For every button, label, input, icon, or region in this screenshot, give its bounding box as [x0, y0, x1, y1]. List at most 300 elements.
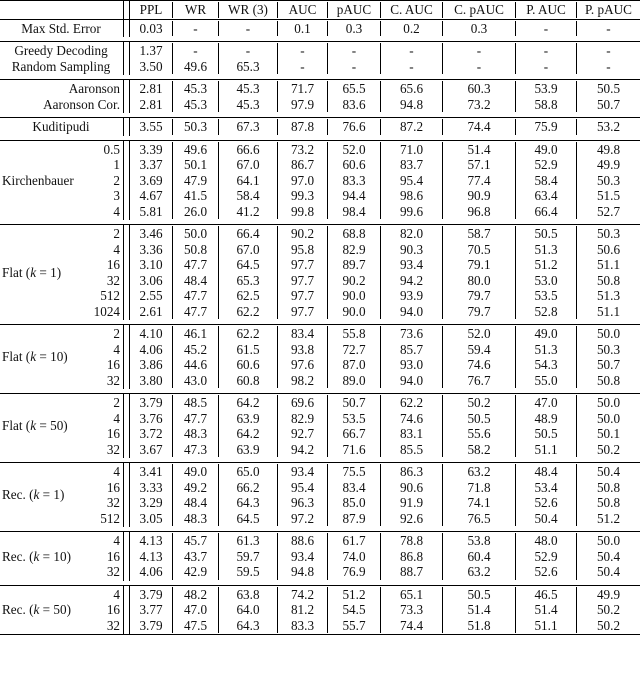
table-cell: 83.6: [328, 97, 381, 113]
double-rule: [123, 463, 130, 527]
sub-label: 32: [106, 564, 120, 579]
double-rule: [123, 394, 130, 458]
group-name-prefix: Flat (: [2, 264, 31, 280]
table-cell: 45.3: [173, 97, 219, 113]
table-cell: 47.7: [173, 288, 219, 304]
table-row: [130, 257, 640, 273]
table-cell: 82.9: [278, 411, 328, 427]
k-symbol: k: [33, 602, 40, 617]
table-row: [130, 602, 640, 618]
table-cell: 80.0: [443, 273, 516, 289]
table-cell: 47.7: [173, 257, 219, 273]
sub-label: 4: [113, 410, 120, 426]
table-cell: 3.10: [130, 257, 173, 273]
table-block: [0, 79, 640, 113]
table-row: [130, 357, 640, 373]
table-block: [0, 324, 640, 389]
table-cell: 99.6: [381, 204, 443, 220]
table-cell: 94.0: [381, 304, 443, 320]
table-cell: 52.9: [516, 157, 577, 173]
table-cell: 45.2: [173, 342, 219, 358]
table-cell: 74.1: [443, 495, 516, 511]
table-row: [130, 587, 640, 603]
table-row: [130, 242, 640, 258]
sub-label: 2: [113, 172, 120, 188]
table-cell: 64.3: [219, 495, 278, 511]
group-name: Kirchenbauer: [2, 172, 74, 188]
sub-label: 16: [106, 357, 120, 372]
table-cell: 63.9: [219, 411, 278, 427]
group-sub-labels: [100, 464, 120, 526]
table-row: [130, 59, 640, 75]
table-cell: 94.4: [328, 188, 381, 204]
table-cell: 26.0: [173, 204, 219, 220]
group-sub-labels: [107, 326, 120, 388]
table-cell: 64.2: [219, 426, 278, 442]
table-cell: -: [328, 59, 381, 75]
table-block: [0, 117, 640, 136]
sub-label: 16: [106, 257, 120, 272]
sub-label: 16: [106, 548, 120, 564]
table-cell: 47.3: [173, 442, 219, 458]
table-cell: 50.1: [596, 426, 621, 441]
table-cell: 66.4: [219, 226, 278, 242]
table-cell: 98.4: [328, 204, 381, 220]
table-cell: 3.79: [130, 587, 173, 603]
table-cell: 48.3: [173, 426, 219, 442]
table-cell: 79.1: [443, 257, 516, 273]
table-cell: 97.7: [278, 257, 328, 273]
group-values: [130, 532, 640, 581]
table-row: [130, 533, 640, 549]
table-cell: 48.2: [173, 587, 219, 603]
table-cell: 94.8: [381, 97, 443, 113]
table-cell: 3.05: [130, 511, 173, 527]
table-row: [130, 226, 640, 242]
table-cell: 50.3: [596, 172, 621, 188]
table-cell: 3.79: [130, 618, 173, 634]
table-cell: 53.9: [516, 81, 577, 97]
group-sub-labels: [107, 395, 120, 457]
table-cell: 50.4: [596, 564, 621, 579]
table-cell: 87.8: [278, 119, 328, 135]
table-cell: 51.1: [596, 257, 621, 272]
table-block: [0, 140, 640, 221]
table-cell: 85.0: [328, 495, 381, 511]
table-cell: 76.6: [328, 119, 381, 135]
group-name-prefix: Rec. (: [2, 602, 34, 617]
table-row: [130, 511, 640, 527]
table-cell: 66.6: [219, 142, 278, 158]
table-cell: 60.6: [219, 357, 278, 373]
header-columns: [130, 1, 640, 19]
table-cell: 63.2: [443, 564, 516, 580]
table-cell: 4.06: [130, 342, 173, 358]
table-row: [130, 157, 640, 173]
table-cell: 93.9: [381, 288, 443, 304]
table-cell: 92.6: [381, 511, 443, 527]
table-cell: 73.3: [381, 602, 443, 618]
table-cell: 50.3: [596, 341, 621, 357]
sub-label: 2: [113, 226, 120, 241]
table-cell: 59.7: [219, 549, 278, 565]
table-cell: 65.0: [219, 464, 278, 480]
table-cell: 60.8: [219, 373, 278, 389]
table-cell: 86.8: [381, 549, 443, 565]
group-values: [130, 463, 640, 527]
table-cell: 58.2: [443, 442, 516, 458]
table-cell: 85.7: [381, 342, 443, 358]
table-cell: 73.2: [278, 142, 328, 158]
table-cell: 48.0: [516, 533, 577, 549]
table-block: [0, 19, 640, 38]
table-cell: 62.2: [381, 395, 443, 411]
group-name: [2, 549, 107, 565]
k-symbol: k: [33, 487, 40, 503]
table-cell: 89.7: [328, 257, 381, 273]
table-cell: 75.5: [328, 464, 381, 480]
table-cell: 2.61: [130, 304, 173, 320]
table-cell: 77.4: [443, 173, 516, 189]
table-cell: 50.8: [596, 495, 621, 510]
group-name: [2, 602, 107, 618]
sub-label: 4: [113, 341, 120, 357]
table-cell: 90.0: [328, 288, 381, 304]
table-cell: 53.5: [516, 288, 577, 304]
table-cell: 94.2: [381, 273, 443, 289]
table-cell: -: [173, 43, 219, 59]
sub-label: 1024: [93, 303, 120, 319]
table-cell: 52.0: [443, 326, 516, 342]
table-cell: 3.86: [130, 357, 173, 373]
table-block: [0, 393, 640, 458]
aaronson-labels: [0, 80, 123, 113]
group-label-cell: [0, 586, 123, 635]
table-cell: 52.9: [516, 549, 577, 565]
table-cell: PPL: [130, 2, 173, 18]
sub-label: 0.5: [103, 141, 120, 157]
table-cell: 46.5: [516, 587, 577, 603]
group-sub-labels: [107, 587, 120, 634]
double-rule: [123, 586, 130, 635]
baselines-label: Greedy Decoding: [14, 43, 108, 58]
table-cell: C. pAUC: [443, 2, 516, 18]
group-label-cell: [0, 141, 123, 221]
table-cell: 90.6: [381, 480, 443, 496]
table-cell: 64.2: [219, 395, 278, 411]
table-cell: 66.7: [328, 426, 381, 442]
table-cell: 50.8: [596, 372, 621, 388]
table-cell: 3.72: [130, 426, 173, 442]
table-cell: 49.0: [516, 142, 577, 158]
table-cell: 59.4: [443, 342, 516, 358]
table-cell: -: [381, 43, 443, 59]
table-cell: 50.8: [596, 479, 621, 495]
table-cell: -: [443, 43, 516, 59]
table-cell: 50.5: [443, 411, 516, 427]
table-cell: 90.2: [278, 226, 328, 242]
table-cell: 45.3: [219, 97, 278, 113]
group-name-prefix: Rec. (: [2, 548, 34, 564]
table-cell: 79.7: [443, 304, 516, 320]
table-cell: 51.8: [443, 618, 516, 634]
table-cell: 54.5: [328, 602, 381, 618]
table-cell: 58.7: [443, 226, 516, 242]
table-cell: 76.5: [443, 511, 516, 527]
kuditipudi-label: Kuditipudi: [32, 119, 90, 134]
table-cell: 93.4: [278, 464, 328, 480]
table-cell: 3.50: [130, 59, 173, 75]
sub-label: 16: [106, 479, 120, 495]
table-cell: 96.3: [278, 495, 328, 511]
table-cell: 49.9: [596, 157, 621, 172]
table-cell: 50.8: [173, 242, 219, 258]
sub-label: 1: [113, 157, 120, 172]
table-cell: 61.3: [219, 533, 278, 549]
aaronson-values: [130, 80, 640, 113]
table-row: [130, 97, 640, 113]
table-cell: 86.7: [278, 157, 328, 173]
table-cell: 3.29: [130, 495, 173, 511]
table-cell: 92.7: [278, 426, 328, 442]
k-symbol: k: [30, 418, 37, 434]
table-cell: 49.6: [173, 142, 219, 158]
table-cell: 50.0: [596, 326, 621, 341]
row-values: [130, 20, 640, 38]
table-cell: 93.4: [381, 257, 443, 273]
table-cell: 62.2: [219, 304, 278, 320]
group-values: [130, 141, 640, 221]
table-row: [130, 142, 640, 158]
table-cell: 49.2: [173, 480, 219, 496]
table-cell: 47.7: [173, 411, 219, 427]
table-cell: 50.3: [173, 119, 219, 135]
sub-label: 2: [113, 326, 120, 341]
table-cell: -: [278, 43, 328, 59]
table-cell: 61.5: [219, 342, 278, 358]
table-row: [130, 549, 640, 565]
table-cell: 48.4: [173, 495, 219, 511]
table-cell: -: [278, 59, 328, 75]
table-cell: 50.5: [516, 226, 577, 242]
sub-label: 32: [106, 372, 120, 388]
table-cell: 61.7: [328, 533, 381, 549]
table-cell: pAUC: [328, 2, 381, 18]
table-cell: -: [516, 21, 577, 37]
table-cell: 4.10: [130, 326, 173, 342]
table-row: [130, 173, 640, 189]
group-values: [130, 325, 640, 389]
table-cell: 75.9: [516, 119, 577, 135]
table-cell: 97.2: [278, 511, 328, 527]
table-cell: 76.7: [443, 373, 516, 389]
table-cell: 94.0: [381, 373, 443, 389]
table-block: [0, 531, 640, 581]
table-cell: 97.7: [278, 304, 328, 320]
table-cell: -: [219, 21, 278, 37]
table-cell: 94.8: [278, 564, 328, 580]
table-cell: 59.5: [219, 564, 278, 580]
table-cell: 66.2: [219, 480, 278, 496]
table-cell: 50.2: [443, 395, 516, 411]
table-row: [130, 288, 640, 304]
table-cell: 52.6: [516, 564, 577, 580]
table-block: [0, 224, 640, 320]
sub-label: 32: [106, 495, 120, 510]
table-cell: 50.2: [596, 617, 621, 633]
table-cell: 62.5: [219, 288, 278, 304]
sub-label: 32: [106, 441, 120, 457]
table-cell: 3.80: [130, 373, 173, 389]
table-cell: 65.1: [381, 587, 443, 603]
table-cell: -: [606, 58, 611, 74]
table-row: [130, 326, 640, 342]
table-cell: 95.4: [381, 173, 443, 189]
group-k-value: = 50): [39, 418, 68, 434]
table-cell: 43.7: [173, 549, 219, 565]
table-cell: 63.8: [219, 587, 278, 603]
group-k-value: = 10): [39, 349, 68, 365]
table-cell: 97.6: [278, 357, 328, 373]
table-cell: -: [516, 59, 577, 75]
sub-label: 3: [113, 188, 120, 203]
table-cell: 71.8: [443, 480, 516, 496]
table-cell: 50.4: [516, 511, 577, 527]
group-name-prefix: Rec. (: [2, 487, 34, 503]
group-values: [130, 586, 640, 635]
table-row: [130, 495, 640, 511]
table-cell: 3.37: [130, 157, 173, 173]
table-cell: 87.9: [328, 511, 381, 527]
table-cell: 52.7: [596, 203, 621, 219]
table-cell: 42.9: [173, 564, 219, 580]
table-cell: 95.4: [278, 480, 328, 496]
table-cell: 48.4: [516, 464, 577, 480]
table-cell: 82.9: [328, 242, 381, 258]
table-cell: 49.9: [596, 586, 621, 602]
table-cell: 41.2: [219, 204, 278, 220]
table-cell: 3.36: [130, 242, 173, 258]
double-rule: [123, 141, 130, 221]
table-cell: 55.6: [443, 426, 516, 442]
table-cell: 50.0: [596, 395, 621, 410]
table-cell: 58.4: [516, 173, 577, 189]
sub-label: 32: [106, 617, 120, 633]
table-cell: 83.1: [381, 426, 443, 442]
double-rule: [123, 325, 130, 389]
table-cell: 64.5: [219, 511, 278, 527]
table-cell: -: [443, 59, 516, 75]
table-cell: 93.4: [278, 549, 328, 565]
table-cell: 50.6: [596, 241, 621, 257]
baselines-labels: [0, 42, 123, 75]
table-cell: 50.2: [596, 602, 621, 617]
table-cell: 55.0: [516, 373, 577, 389]
k-symbol: k: [30, 264, 37, 280]
table-cell: 87.0: [328, 357, 381, 373]
table-cell: 91.9: [381, 495, 443, 511]
group-k-value: = 10): [42, 548, 71, 564]
table-cell: 93.0: [381, 357, 443, 373]
table-cell: 71.6: [328, 442, 381, 458]
table-cell: C. AUC: [381, 2, 443, 18]
table-cell: 60.4: [443, 549, 516, 565]
table-row: [130, 373, 640, 389]
table-cell: 97.7: [278, 288, 328, 304]
group-values: [130, 394, 640, 458]
table-cell: 49.8: [596, 141, 621, 157]
table-cell: 48.4: [173, 273, 219, 289]
table-cell: 51.2: [328, 587, 381, 603]
table-cell: 83.7: [381, 157, 443, 173]
table-cell: 85.5: [381, 442, 443, 458]
table-cell: 53.5: [328, 411, 381, 427]
table-cell: 50.1: [173, 157, 219, 173]
table-cell: 64.5: [219, 257, 278, 273]
group-k-value: = 1): [39, 264, 62, 280]
sub-label: 512: [100, 510, 120, 526]
table-cell: 50.0: [596, 410, 621, 426]
sub-label: 4: [113, 464, 120, 479]
table-cell: 94.2: [278, 442, 328, 458]
table-cell: 55.8: [328, 326, 381, 342]
table-cell: WR (3): [219, 2, 278, 18]
table-block: [0, 462, 640, 527]
table-cell: 65.5: [328, 81, 381, 97]
table-cell: 74.0: [328, 549, 381, 565]
table-cell: 52.0: [328, 142, 381, 158]
table-cell: 49.6: [173, 59, 219, 75]
table-cell: 99.3: [278, 188, 328, 204]
table-cell: 89.0: [328, 373, 381, 389]
table-cell: -: [606, 20, 611, 36]
table-cell: 58.4: [219, 188, 278, 204]
table-cell: 51.3: [596, 288, 621, 303]
table-cell: 50.7: [596, 96, 621, 112]
k-symbol: k: [30, 349, 37, 365]
group-sub-labels: [104, 142, 120, 220]
table-cell: 49.0: [516, 326, 577, 342]
group-label-cell: [0, 463, 123, 527]
table-cell: 64.1: [219, 173, 278, 189]
table-cell: -: [606, 43, 611, 58]
table-cell: 47.7: [173, 304, 219, 320]
table-cell: 54.3: [516, 357, 577, 373]
double-rule: [123, 532, 130, 581]
table-cell: 87.2: [381, 119, 443, 135]
group-label-cell: [0, 225, 123, 320]
table-cell: 57.1: [443, 157, 516, 173]
aaronson-label: Aaronson Cor.: [43, 96, 120, 112]
table-cell: 49.0: [173, 464, 219, 480]
table-cell: 3.77: [130, 602, 173, 618]
table-cell: 3.67: [130, 442, 173, 458]
table-cell: 53.8: [443, 533, 516, 549]
table-cell: P. pAUC: [585, 2, 632, 17]
table-cell: 47.0: [173, 602, 219, 618]
table-cell: 3.76: [130, 411, 173, 427]
table-cell: 45.7: [173, 533, 219, 549]
table-row: [130, 395, 640, 411]
table-cell: 65.3: [219, 59, 278, 75]
table-cell: 53.0: [516, 273, 577, 289]
table-cell: WR: [173, 2, 219, 18]
table-cell: 3.55: [130, 119, 173, 135]
table-cell: 3.06: [130, 273, 173, 289]
table-cell: 52.8: [516, 304, 577, 320]
table-cell: 2.55: [130, 288, 173, 304]
table-cell: 53.2: [596, 119, 621, 134]
